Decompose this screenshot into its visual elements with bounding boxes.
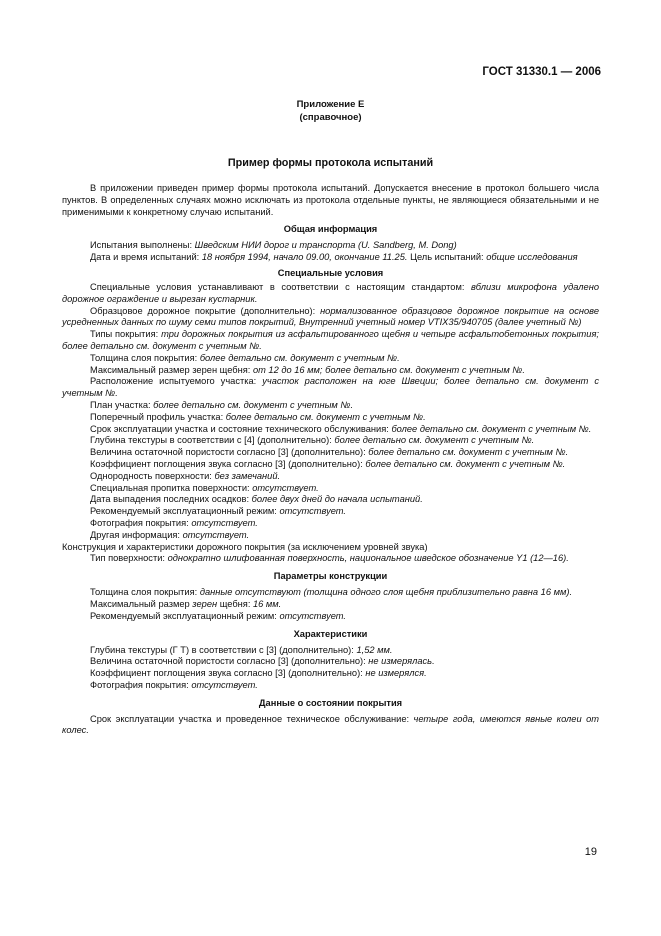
page-number: 19 (584, 846, 597, 858)
construction-mode: Рекомендуемый эксплуатационный режим: отсутствует. (90, 610, 347, 621)
special-item: Типы покрытия: три дорожных покрытия из асфальтированного щебня и четыре асфальтобетонных покрытия; более детально см. документ с учетным №. (62, 329, 599, 351)
section-heading-general: Общая информация (283, 224, 378, 235)
special-item: Поперечный профиль участка: более детально см. документ с учетным №. (90, 411, 426, 422)
section-heading-construction: Параметры конструкции (273, 571, 388, 582)
document-header: ГОСТ 31330.1 — 2006 (482, 66, 601, 78)
characteristics-item: Коэффициент поглощения звука согласно [3] (дополнительно): не измерялся. (90, 668, 427, 679)
general-performed: Испытания выполнены: Шведским НИИ дорог и транспорта (U. Sandberg, M. Dong) (90, 240, 457, 251)
special-item: Максимальный размер зерен щебня: от 12 до 16 мм; более детально см. документ с учетным №. (90, 364, 525, 375)
main-title: Пример формы протокола испытаний (227, 157, 434, 169)
appendix-subtitle: (справочное) (299, 112, 362, 123)
special-item: Расположение испытуемого участка: участок расположен на юге Швеции; более детально см. документ с учетным №. (62, 376, 599, 399)
special-item: Другая информация: отсутствует. (90, 529, 250, 540)
characteristics-item: Глубина текстуры (Г Т) в соответствии с [3] (дополнительно): 1,52 мм. (90, 644, 393, 655)
special-item: Специальная пропитка поверхности: отсутствует. (90, 482, 319, 493)
appendix-heading (0, 98, 661, 124)
general-datetime: Дата и время испытаний: 18 ноября 1994, начало 09.00, окончание 11.25. Цель испытаний: общие исследования (90, 252, 578, 263)
special-item: Однородность поверхности: без замечаний. (90, 470, 281, 481)
special-item: Рекомендуемый эксплуатационный режим: отсутствует. (90, 506, 347, 517)
special-item: Коэффициент поглощения звука согласно [3] (дополнительно): более детально см. документ с учетным №. (90, 458, 566, 469)
construction-maxsize: Максимальный размер зерен щебня: 16 мм. (90, 598, 282, 609)
appendix-title: Приложение Е (296, 99, 365, 110)
section-heading-characteristics: Характеристики (293, 628, 368, 639)
special-item: Глубина текстуры в соответствии с [4] (дополнительно): более детально см. документ с учетным №. (90, 435, 535, 446)
document-body (62, 157, 599, 737)
special-item: Дата выпадения последних осадков: более двух дней до начала испытаний. (90, 494, 423, 505)
section-heading-special: Специальные условия (277, 267, 384, 278)
special-item: Специальные условия устанавливают в соответствии с настоящим стандартом: вблизи микрофона удалено дорожное ограждение и вырезан кустарник. (62, 281, 599, 304)
special-item: Величина остаточной пористости согласно [3] (дополнительно): более детально см. документ с учетным №. (90, 447, 569, 458)
characteristics-item: Фотография покрытия: отсутствует. (90, 679, 258, 690)
characteristics-item: Величина остаточной пористости согласно [3] (дополнительно): не измерялась. (90, 656, 435, 667)
special-item: План участка: более детально см. документ с учетным №. (90, 399, 354, 410)
special-item: Образцовое дорожное покрытие (дополнительно): нормализованное образцовое дорожное покрытие на основе усредненных данных по шуму семи типов покрытий, Внутренний учетный номер VTIX35/940705 (далее учетный №) (62, 305, 599, 328)
special-item: Фотография покрытия: отсутствует. (90, 517, 258, 528)
section-heading-condition: Данные о состоянии покрытия (258, 697, 403, 708)
surface-type: Тип поверхности: однократно шлифованная поверхность, национальное шведское обозначение Y1 (12—16). (90, 553, 569, 564)
special-item: Срок эксплуатации участка и состояние технического обслуживания: более детально см. документ с учетным №. (90, 423, 592, 434)
construction-thickness: Толщина слоя покрытия: данные отсутствуют (толщина одного слоя щебня приблизительно равна 16 мм). (90, 587, 573, 598)
special-item: Толщина слоя покрытия: более детально см. документ с учетным №. (90, 352, 400, 363)
intro-paragraph: В приложении приведен пример формы протокола испытаний. Допускается внесение в протокол большего числа пунктов. В определенных случаях можно исключать из протокола отдельные пункты, не являющиеся обязательными и не применимыми к конкретному случаю испытаний. (62, 183, 599, 217)
construction-line: Конструкция и характеристики дорожного покрытия (за исключением уровней звука) (62, 541, 428, 552)
condition-text: Срок эксплуатации участка и проведенное техническое обслуживание: четыре года, имеются явные колеи от колес. (62, 713, 599, 736)
